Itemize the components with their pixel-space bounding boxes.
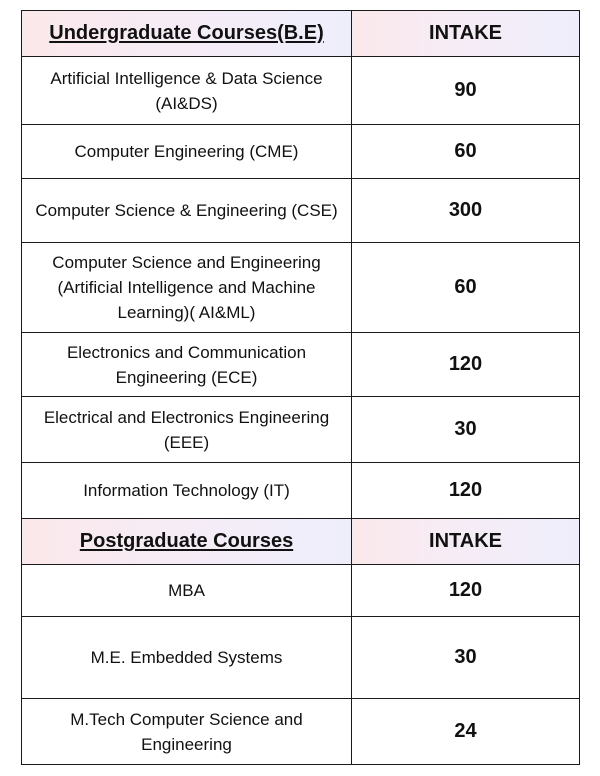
course-intake: 60: [352, 243, 580, 333]
table-row: [22, 699, 580, 765]
course-name: Computer Engineering (CME): [22, 125, 352, 179]
table-row: [22, 565, 580, 617]
course-name: Electrical and Electronics Engineering (EEE): [22, 397, 352, 463]
table-row: [22, 125, 580, 179]
course-intake: 60: [352, 125, 580, 179]
table-row: [22, 333, 580, 397]
course-name: Computer Science & Engineering (CSE): [22, 179, 352, 243]
ug-courses-header-text: Undergraduate Courses(B.E): [49, 22, 324, 44]
pg-courses-header: [22, 519, 352, 565]
course-name: M.E. Embedded Systems: [22, 617, 352, 699]
ug-courses-header: [22, 11, 352, 57]
table-row: [22, 57, 580, 125]
course-name: Artificial Intelligence & Data Science (AI&DS): [22, 57, 352, 125]
course-intake: 30: [352, 397, 580, 463]
table-row: [22, 179, 580, 243]
ug-intake-header-text: INTAKE: [429, 22, 502, 44]
ug-intake-header: [352, 11, 580, 57]
ug-header-row: [22, 11, 580, 57]
course-intake-table: [21, 10, 580, 765]
pg-intake-header: [352, 519, 580, 565]
table-row: [22, 243, 580, 333]
course-intake: 24: [352, 699, 580, 765]
table-row: [22, 617, 580, 699]
course-name: Information Technology (IT): [22, 463, 352, 519]
course-intake: 90: [352, 57, 580, 125]
course-intake: 120: [352, 565, 580, 617]
pg-header-row: [22, 519, 580, 565]
course-name: M.Tech Computer Science and Engineering: [22, 699, 352, 765]
course-name: Electronics and Communication Engineering (ECE): [22, 333, 352, 397]
table-row: [22, 463, 580, 519]
table-row: [22, 397, 580, 463]
course-intake: 300: [352, 179, 580, 243]
course-name: MBA: [22, 565, 352, 617]
course-intake: 120: [352, 333, 580, 397]
course-name: Computer Science and Engineering (Artificial Intelligence and Machine Learning)( AI&ML): [22, 243, 352, 333]
course-intake: 120: [352, 463, 580, 519]
pg-courses-header-text: Postgraduate Courses: [79, 530, 294, 552]
pg-intake-header-text: INTAKE: [429, 530, 502, 552]
course-intake: 30: [352, 617, 580, 699]
